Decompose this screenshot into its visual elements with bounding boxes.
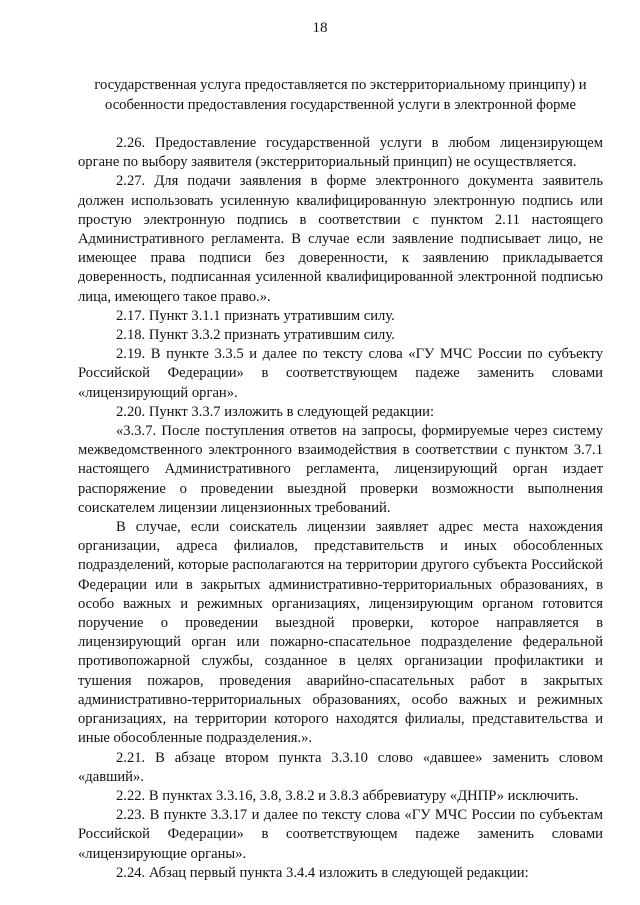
paragraph-3-3-7-continued: В случае, если соискатель лицензии заявляет адрес места нахождения организации, адреса филиалов, представительств и иных обособленных подразделений, которые располагаются на территории другого субъекта Российской Федерации или в закрытых административно-территориальных образованиях, в особо важных и режимных организациях, лицензирующим органом готовится поручение о проведении выездной проверки, которое направляется в лицензирующий орган или пожарно-спасательное подразделение федеральной противопожарной службы, созданное в целях организации профилактики и тушения пожаров, проведения аварийно-спасательных работ в закрытых административно-территориальных образованиях, особо важных и режимных организациях, на территории которого находятся филиалы, представительства и иные обособленные подразделения.». <box>78 519 603 747</box>
paragraph-2-18: 2.18. Пункт 3.3.2 признать утратившим силу. <box>116 327 395 344</box>
paragraph-2-17: 2.17. Пункт 3.1.1 признать утратившим силу. <box>116 307 395 324</box>
paragraph-2-20: 2.20. Пункт 3.3.7 изложить в следующей редакции: <box>116 403 435 420</box>
paragraph-2-22: 2.22. В пунктах 3.3.16, 3.8, 3.8.2 и 3.8.3 аббревиатуру «ДНПР» исключить. <box>116 787 579 804</box>
document-body <box>78 134 603 883</box>
paragraph-3-3-7: «3.3.7. После поступления ответов на запросы, формируемые через систему межведомственного электронного взаимодействия в соответствии с пунктом 3.7.1 настоящего Административного регламента, лицензирующий орган издает распоряжение о проведении выездной проверки возможности выполнения соискателем лицензии лицензионных требований. <box>78 423 603 516</box>
paragraph-2-21: 2.21. В абзаце втором пункта 3.3.10 слово «давшее» заменить словом «давший». <box>78 749 603 785</box>
section-heading: государственная услуга предоставляется по экстерриториальному принципу) и особенности предоставления государственной услуги в электронной форме <box>94 77 587 113</box>
paragraph-2-19: 2.19. В пункте 3.3.5 и далее по тексту слова «ГУ МЧС России по субъекту Российской Федерации» в соответствующем падеже заменить словами «лицензирующий орган». <box>78 346 603 401</box>
paragraph-2-26: 2.26. Предоставление государственной услуги в любом лицензирующем органе по выбору заявителя (экстерриториальный принцип) не осуществляется. <box>78 135 603 171</box>
paragraph-2-27: 2.27. Для подачи заявления в форме электронного документа заявитель должен использовать усиленную квалифицированную электронную подпись или простую электронную подпись в соответствии с пунктом 2.11 настоящего Административного регламента. В случае если заявление подписывает лицо, не имеющее права подписи без доверенности, к заявлению прикладывается доверенность, подписанная усиленной квалифицированной электронной подписью лица, имеющего такое право.». <box>78 173 603 305</box>
paragraph-2-23: 2.23. В пункте 3.3.17 и далее по тексту слова «ГУ МЧС России по субъектам Российской Федерации» в соответствующем падеже заменить словами «лицензирующие органы». <box>78 807 603 862</box>
page-number: 18 <box>312 20 328 36</box>
paragraph-2-24: 2.24. Абзац первый пункта 3.4.4 изложить в следующей редакции: <box>116 864 529 881</box>
